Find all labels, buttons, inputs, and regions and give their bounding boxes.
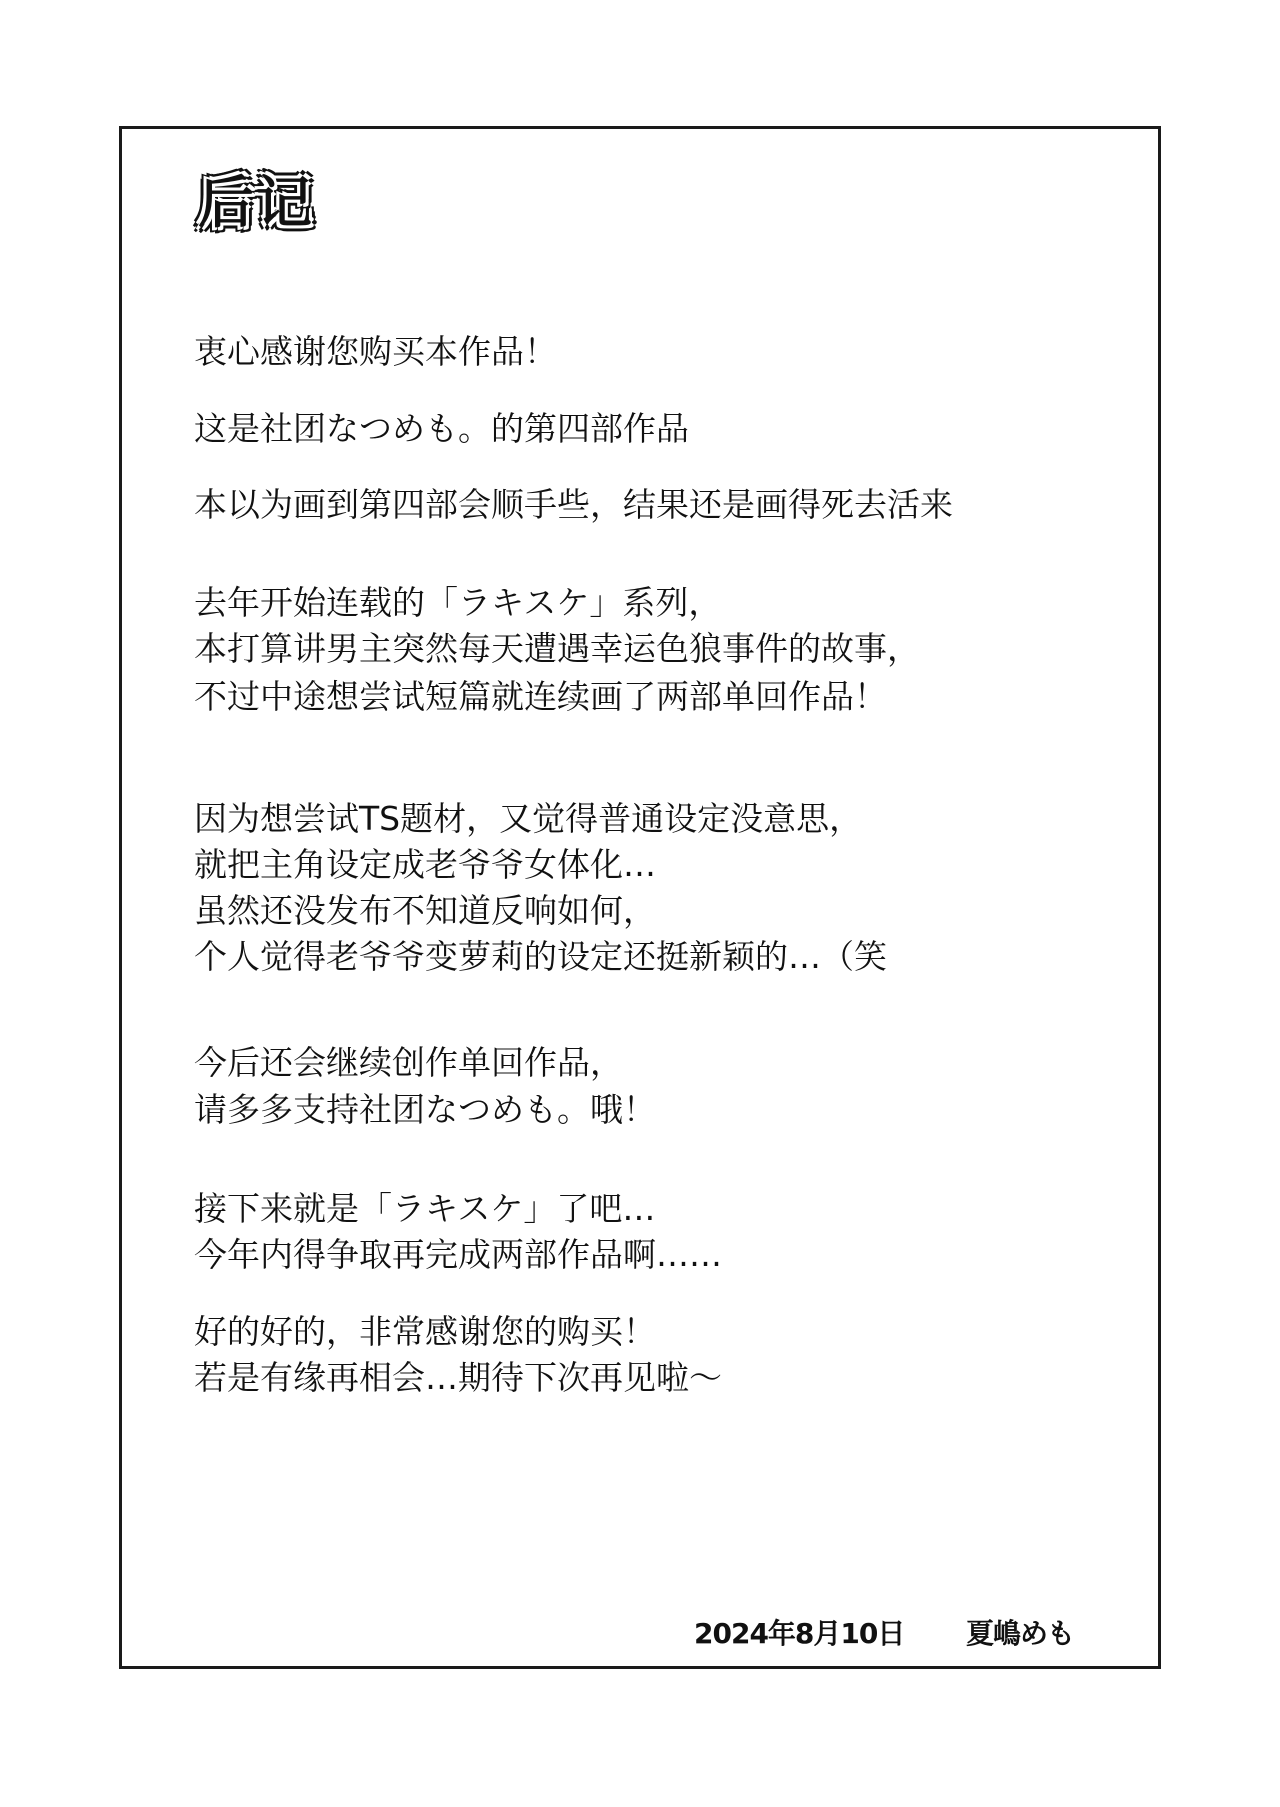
signature-date: 2024年8月10日 bbox=[694, 1617, 905, 1650]
signature-author: 夏嶋めも bbox=[966, 1617, 1075, 1650]
text-line: 若是有缘再相会…期待下次再见啦～ bbox=[194, 1358, 722, 1397]
text-line: 衷心感谢您购买本作品！ bbox=[194, 332, 557, 371]
text-line: 因为想尝试TS题材，又觉得普通设定没意思， bbox=[194, 799, 863, 838]
text-line: 本打算讲男主突然每天遭遇幸运色狼事件的故事， bbox=[194, 629, 920, 668]
page-title: 后记 bbox=[198, 171, 314, 236]
text-line: 接下来就是「ラキスケ」了吧… bbox=[194, 1189, 656, 1228]
text-line: 不过中途想尝试短篇就连续画了两部单回作品！ bbox=[194, 677, 887, 716]
text-line: 去年开始连载的「ラキスケ」系列， bbox=[194, 583, 722, 622]
text-line: 个人觉得老爷爷变萝莉的设定还挺新颖的…（笑 bbox=[194, 937, 887, 976]
text-line: 今年内得争取再完成两部作品啊…… bbox=[194, 1235, 722, 1274]
text-line: 就把主角设定成老爷爷女体化… bbox=[194, 845, 656, 884]
text-line: 这是社团なつめも。的第四部作品 bbox=[194, 409, 689, 448]
text-line: 今后还会继续创作单回作品， bbox=[194, 1043, 623, 1082]
text-line: 好的好的，非常感谢您的购买！ bbox=[194, 1312, 656, 1351]
text-line: 本以为画到第四部会顺手些，结果还是画得死去活来 bbox=[194, 485, 953, 524]
text-line: 请多多支持社团なつめも。哦！ bbox=[194, 1090, 656, 1129]
text-line: 虽然还没发布不知道反响如何， bbox=[194, 891, 656, 930]
